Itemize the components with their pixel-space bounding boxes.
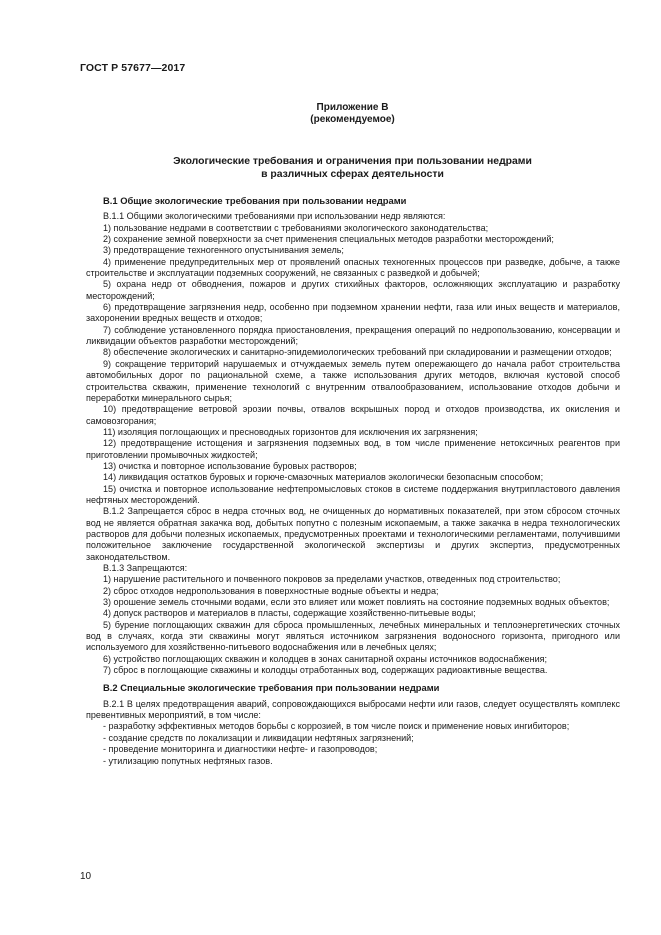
section-heading-b1: В.1 Общие экологические требования при пользовании недрами <box>103 195 407 206</box>
list-item: 5) охрана недр от обводнения, пожаров и других стихийных факторов, осложняющих эксплуатацию и разработку месторождений; <box>86 279 620 301</box>
appendix-title: Приложение В <box>316 102 389 113</box>
paragraph-b12: В.1.2 Запрещается сброс в недра сточных вод, не очищенных до нормативных показателей, при этом сбросом сточных вод не является обратная закачка вод, добытых попутно с полезным ископаемым, а также закачка в недра технологических растворов для добычи полезных ископаемых, предусмотренных проектами и технологическими регламентами, получившими положительное заключение государственной экологической экспертизы и других экспертиз, предусмотренных законодательством. <box>86 506 620 562</box>
paragraph-b11: В.1.1 Общими экологическими требованиями при использовании недр являются: <box>103 211 446 222</box>
prohibited-item: 1) нарушение растительного и почвенного покровов за пределами участков, отведенных под строительство; <box>103 574 561 585</box>
prohibited-item: 3) орошение земель сточными водами, если это влияет или может повлиять на состояние подземных водных объектов; <box>103 597 610 608</box>
title-line-1: Экологические требования и ограничения при пользовании недрами <box>173 156 532 167</box>
prohibited-item: 7) сброс в поглощающие скважины и колодцы отработанных вод, содержащих радиоактивные вещества. <box>103 665 548 676</box>
measure-item: - утилизацию попутных нефтяных газов. <box>103 755 273 766</box>
prohibited-item: 5) бурение поглощающих скважин для сброса промышленных, лечебных минеральных и теплоэнергетических сточных вод в случаях, когда эти скважины могут являться источником загрязнения водоносного горизонта, пригодного или используемого для хозяйственно-питьевого водоснабжения или в лечебных целях; <box>86 619 620 653</box>
list-item: 9) сокращение территорий нарушаемых и отчуждаемых земель путем опережающего до начала работ строительства автомобильных дорог по рациональной схеме, а также использования других методов, включая кустовой способ строительства скважин, применение технологий с внутренним отвалообразованием, использование отходов добычи и переработки минерального сырья; <box>86 358 620 403</box>
standard-code: ГОСТ Р 57677—2017 <box>80 62 186 74</box>
prohibited-item: 4) допуск растворов и материалов в пласты, содержащие хозяйственно-питьевые воды; <box>103 608 476 619</box>
prohibited-item: 2) сброс отходов недропользования в поверхностные водные объекты и недра; <box>103 585 439 596</box>
prohibited-item: 6) устройство поглощающих скважин и колодцев в зонах санитарной охраны источников водоснабжения; <box>103 653 548 664</box>
measure-item: - разработку эффективных методов борьбы с коррозией, в том числе поиск и применение новых ингибиторов; <box>103 721 570 732</box>
appendix-heading <box>80 102 625 126</box>
list-item: 6) предотвращение загрязнения недр, особенно при подземном хранении нефти, газа или иных веществ и материалов, захоронении вредных веществ и отходов; <box>86 302 620 324</box>
paragraph-b13: В.1.3 Запрещаются: <box>103 563 188 573</box>
paragraph-b21: В.2.1 В целях предотвращения аварий, сопровождающихся выбросами нефти или газов, следует осуществлять комплекс превентивных мероприятий, в том числе: <box>86 698 620 721</box>
document-title <box>80 155 625 181</box>
list-item: 8) обеспечение экологических и санитарно-эпидемиологических требований при складировании и размещении отходов; <box>103 347 612 358</box>
title-line-2: в различных сферах деятельности <box>261 169 444 180</box>
list-item: 3) предотвращение техногенного опустынивания земель; <box>103 245 344 256</box>
list-item: 13) очистка и повторное использование буровых растворов; <box>103 460 357 471</box>
document-body <box>86 195 620 767</box>
measure-item: - создание средств по локализации и ликвидации нефтяных загрязнений; <box>103 732 414 743</box>
appendix-status: (рекомендуемое) <box>310 114 395 125</box>
measure-item: - проведение мониторинга и диагностики нефте- и газопроводов; <box>103 744 378 755</box>
list-item: 10) предотвращение ветровой эрозии почвы, отвалов вскрышных пород и отходов производства, их окисления и самовозгорания; <box>86 404 620 426</box>
list-item: 4) применение предупредительных мер от проявлений опасных техногенных процессов при разведке, добыче, а также строительстве и эксплуатации подземных сооружений, не связанных с разведкой и добычей; <box>86 256 620 279</box>
list-item: 7) соблюдение установленного порядка приостановления, прекращения операций по недропользованию, консервации и ликвидации объектов разработки месторождений; <box>86 324 620 347</box>
list-item: 12) предотвращение истощения и загрязнения подземных вод, в том числе применение нетоксичных реагентов при приготовлении промывочных жидкостей; <box>86 438 620 460</box>
list-item: 15) очистка и повторное использование нефтепромысловых стоков в системе поддержания внутрипластового давления нефтяных месторождений. <box>86 483 620 505</box>
list-item: 2) сохранение земной поверхности за счет применения специальных методов разработки месторождений; <box>103 234 554 245</box>
list-item: 1) пользование недрами в соответствии с требованиями экологического законодательства; <box>103 222 489 233</box>
section-heading-b2: В.2 Специальные экологические требования при пользовании недрами <box>103 682 440 694</box>
list-item: 11) изоляция поглощающих и пресноводных горизонтов для исключения их загрязнения; <box>103 426 478 437</box>
page-number: 10 <box>80 871 92 882</box>
list-item: 14) ликвидация остатков буровых и горюче-смазочных материалов экологически безопасным способом; <box>103 472 544 483</box>
